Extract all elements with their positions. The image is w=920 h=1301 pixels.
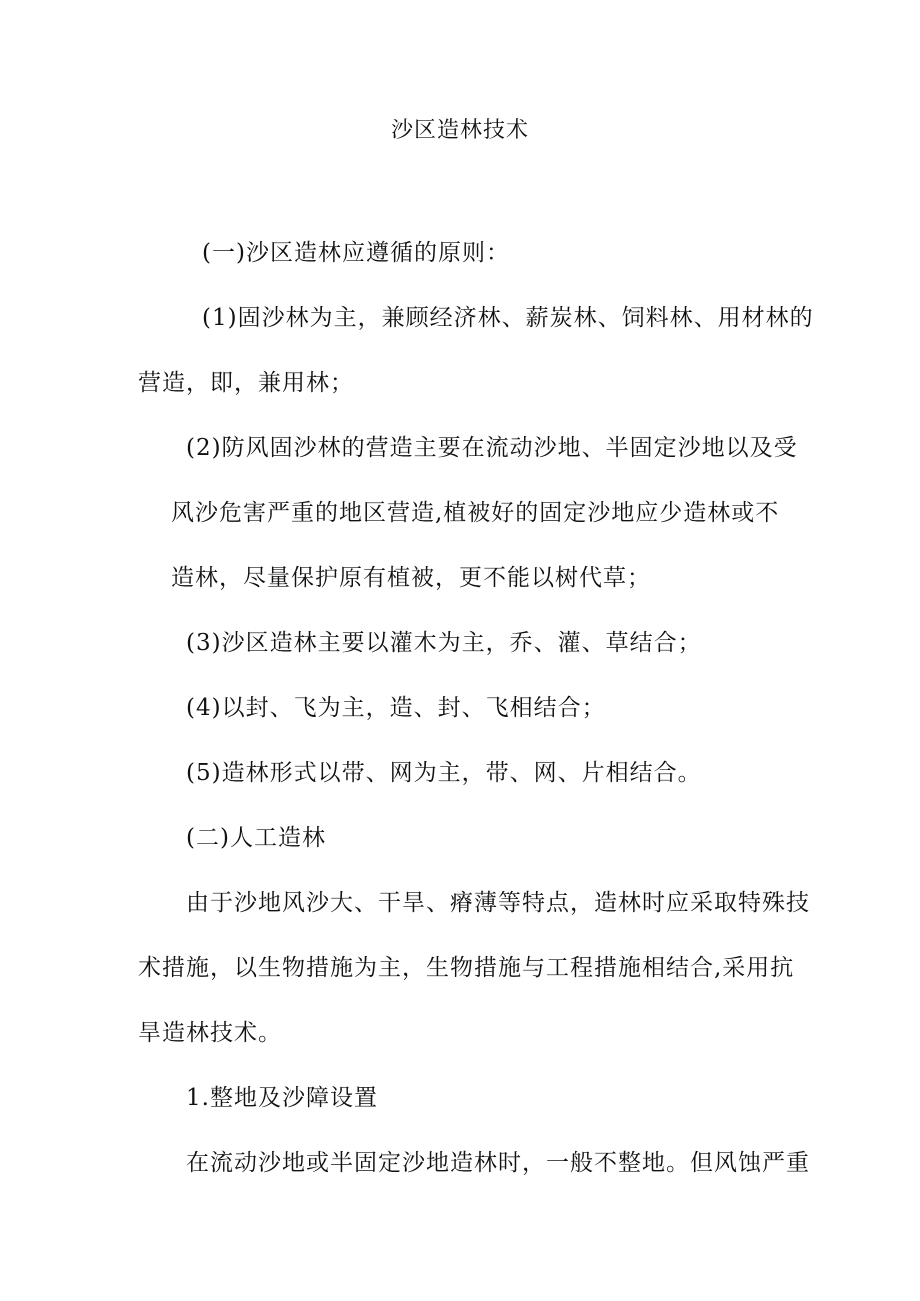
paragraph-line: 在流动沙地或半固定沙地造林时，一般不整地。但风蚀严重: [186, 1150, 810, 1176]
paragraph-line: (4)以封、飞为主，造、封、飞相结合；: [186, 695, 606, 721]
paragraph-line: (1)固沙林为主，兼顾经济林、薪炭林、饲料林、用材林的: [202, 305, 814, 331]
subsection-heading-land-preparation: 1.整地及沙障设置: [186, 1085, 378, 1111]
paragraph-line: (3)沙区造林主要以灌木为主，乔、灌、草结合；: [186, 630, 702, 656]
paragraph-line: 营造，即，兼用林；: [138, 370, 354, 396]
document-title: 沙区造林技术: [390, 118, 529, 143]
section-heading-artificial-afforestation: (二)人工造林: [186, 825, 326, 851]
paragraph-line: 由于沙地风沙大、干旱、瘠薄等特点，造林时应采取特殊技: [186, 890, 810, 916]
paragraph-line: 术措施，以生物措施为主，生物措施与工程措施相结合,采用抗: [138, 955, 795, 981]
paragraph-line: 造林，尽量保护原有植被，更不能以树代草；: [171, 565, 651, 591]
section-heading-principles: (一)沙区造林应遵循的原则：: [202, 240, 510, 266]
paragraph-line: (2)防风固沙林的营造主要在流动沙地、半固定沙地以及受: [186, 435, 798, 461]
paragraph-line: (5)造林形式以带、网为主，带、网、片相结合。: [186, 760, 702, 786]
paragraph-line: 旱造林技术。: [138, 1020, 282, 1046]
paragraph-line: 风沙危害严重的地区营造,植被好的固定沙地应少造林或不: [171, 500, 780, 526]
